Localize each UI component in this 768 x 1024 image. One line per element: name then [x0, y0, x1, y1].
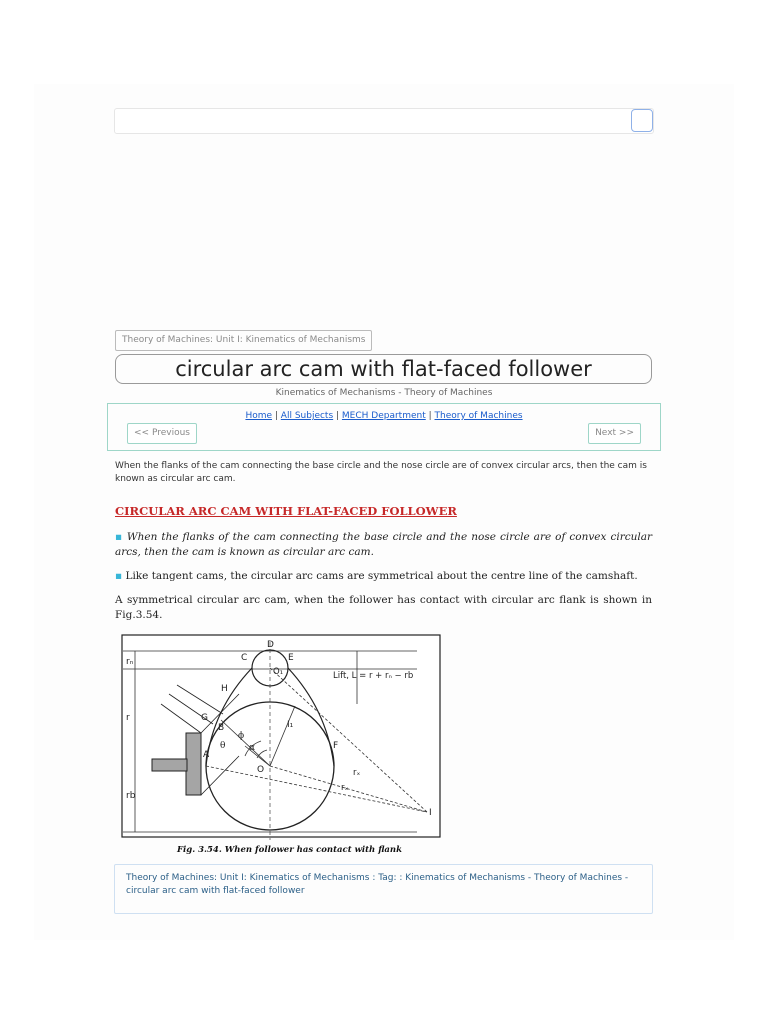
page-title: circular arc cam with flat-faced follower: [175, 357, 592, 381]
search-button[interactable]: [631, 109, 653, 132]
page-title-box: [115, 354, 652, 384]
label-G: G: [201, 713, 208, 723]
label-r: r: [126, 713, 130, 723]
label-phi: ϕ: [238, 731, 245, 741]
label-rf-lower: rₓ: [341, 783, 349, 793]
bullet-marker: ▪: [115, 531, 123, 543]
nav-link-home[interactable]: Home: [245, 411, 273, 421]
breadcrumb[interactable]: Theory of Machines: Unit I: Kinematics of Mechanisms: [115, 330, 372, 351]
label-rb: rb: [126, 791, 136, 801]
nav-separator: |: [272, 411, 281, 421]
label-E: E: [288, 653, 294, 663]
page-subtitle: Kinematics of Mechanisms - Theory of Machines: [275, 388, 493, 398]
nav-separator: |: [333, 411, 342, 421]
label-rn: rₙ: [126, 657, 134, 667]
label-H: H: [221, 684, 228, 694]
search-input[interactable]: [114, 108, 654, 134]
label-lift: Lift, L = r + rₙ − rb: [333, 671, 414, 681]
tag-footer-box: [114, 864, 653, 914]
next-button[interactable]: Next >>: [588, 423, 641, 444]
label-F: F: [333, 741, 339, 751]
tag-footer-text[interactable]: Theory of Machines: Unit I: Kinematics of Mechanisms : Tag: : Kinematics of Mechanisms - Theory of Machines - circular arc cam with flat-faced follower: [126, 873, 629, 896]
previous-button[interactable]: << Previous: [127, 423, 197, 444]
navigation-panel: [107, 403, 661, 451]
label-O1: O₁: [273, 667, 284, 677]
section-heading: CIRCULAR ARC CAM WITH FLAT-FACED FOLLOWER: [115, 504, 457, 518]
label-C: C: [241, 653, 248, 663]
label-rf-upper: rₓ: [353, 768, 361, 778]
nav-link-theory-of-machines[interactable]: Theory of Machines: [434, 411, 523, 421]
bullet-item-2: [115, 569, 652, 584]
label-B: B: [218, 723, 225, 733]
nav-links: [108, 411, 660, 421]
nav-separator: |: [425, 411, 435, 421]
intro-text: When the flanks of the cam connecting the base circle and the nose circle are of convex circular arcs, then the cam is known as circular arc cam.: [115, 461, 647, 484]
figure-frame: [122, 635, 440, 837]
label-D: D: [267, 640, 274, 650]
label-theta: θ: [220, 741, 226, 751]
label-I: I: [429, 808, 432, 818]
label-I1: I₁: [287, 720, 294, 730]
bullet-marker: ▪: [115, 570, 123, 582]
cam-figure: [117, 630, 443, 856]
cam-diagram: [117, 630, 443, 856]
follower-stem: [152, 759, 187, 771]
label-alpha: α: [249, 743, 256, 753]
body-paragraph: A symmetrical circular arc cam, when the follower has contact with circular arc flank is shown in Fig.3.54.: [115, 594, 652, 621]
label-O: O: [257, 765, 265, 775]
figure-caption: Fig. 3.54. When follower has contact with flank: [177, 845, 402, 855]
follower-face: [186, 733, 201, 795]
label-A: A: [203, 750, 210, 760]
nav-link-all-subjects[interactable]: All Subjects: [280, 411, 334, 421]
bullet-item-1: [115, 530, 652, 560]
bullet-text-2: Like tangent cams, the circular arc cams are symmetrical about the centre line of the camshaft.: [125, 570, 638, 582]
bullet-text-1: When the flanks of the cam connecting the base circle and the nose circle are of convex circular arcs, then the cam is known as circular arc cam.: [115, 531, 652, 558]
nav-link-mech-department[interactable]: MECH Department: [341, 411, 426, 421]
